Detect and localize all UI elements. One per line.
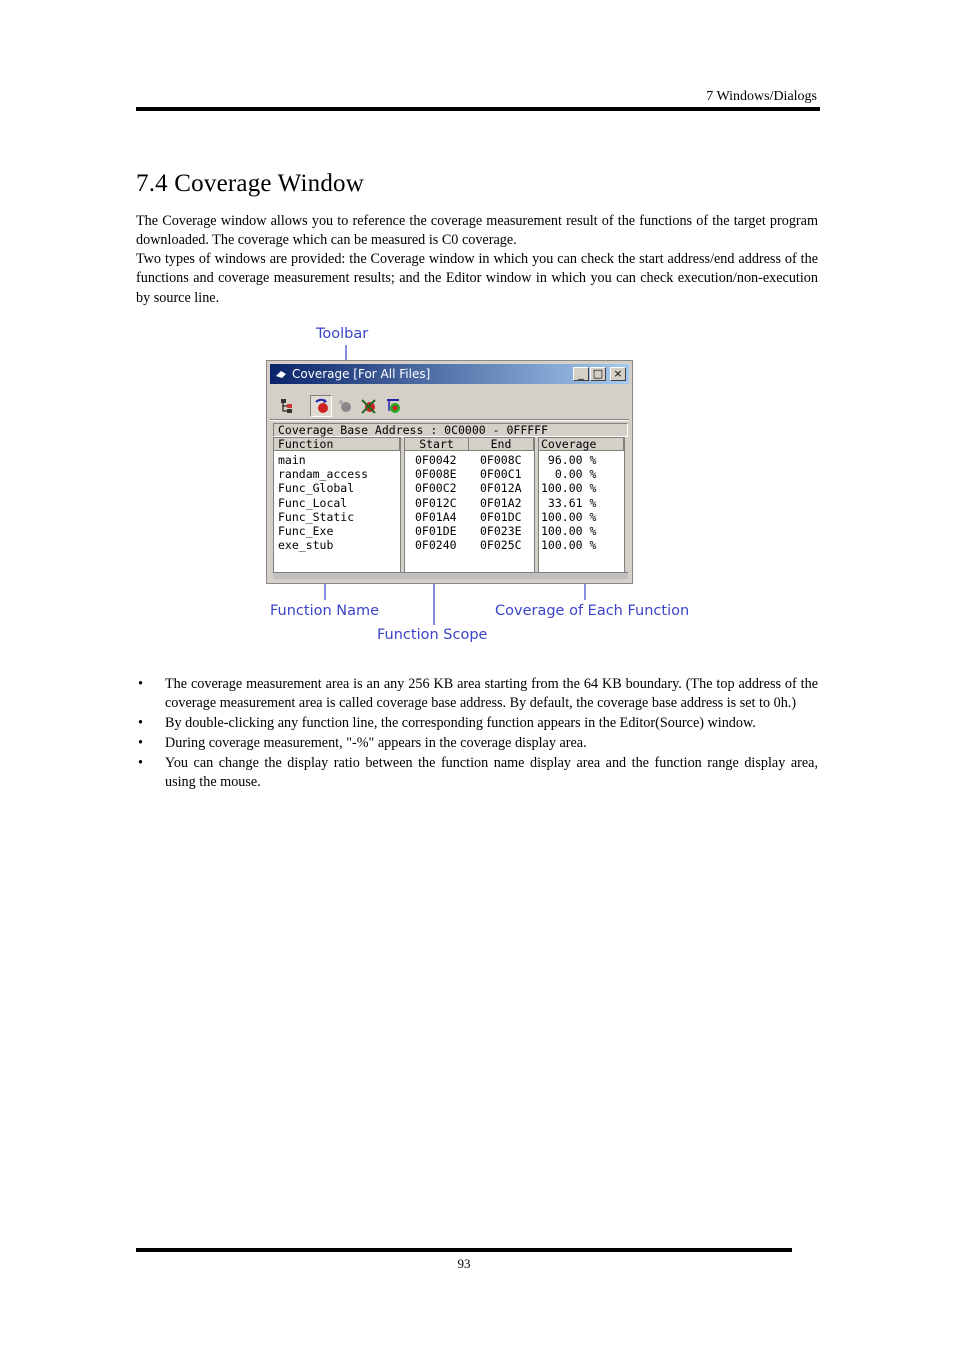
bullet-marker: •: [138, 754, 143, 771]
refresh-coverage-tool-icon[interactable]: [310, 395, 332, 417]
tree-view-tool-icon[interactable]: [277, 395, 299, 417]
list-item: • You can change the display ratio between the function name display area and the function range display area, using the mouse.: [138, 754, 818, 790]
close-button[interactable]: ×: [610, 367, 626, 381]
table-row-end[interactable]: 0F008C: [480, 453, 522, 467]
table-row-end[interactable]: 0F01DC: [480, 509, 522, 524]
bullet-marker: •: [138, 734, 143, 751]
horizontal-scrollbar[interactable]: [273, 572, 628, 579]
column-header-end[interactable]: End: [469, 438, 534, 451]
table-row-start[interactable]: 0F01DE: [415, 524, 457, 538]
toolbar-separator: [270, 419, 629, 421]
callout-toolbar: Toolbar: [316, 326, 369, 342]
window-titlebar: [270, 364, 629, 384]
gray-ball-tool-icon[interactable]: [334, 395, 356, 417]
callout-function-name: Function Name: [270, 603, 380, 619]
coverage-app-icon: [275, 368, 287, 380]
table-row-start[interactable]: 0F00C2: [415, 481, 457, 496]
footer-rule: [136, 1248, 792, 1252]
table-row-function[interactable]: Func_Exe: [278, 524, 334, 538]
intro-paragraph-2: Two types of windows are provided: the Coverage window in which you can check the start address/end address of the functions and coverage measurement results; and the Editor window in which you can check execution/non-execution by source line.: [136, 251, 818, 306]
list-item: • The coverage measurement area is an any 256 KB area starting from the 64 KB boundary. (The top address of the coverage measurement area is called coverage base address. By default, the coverage base address is set to 0h.): [138, 676, 818, 712]
table-row-start[interactable]: 0F008E: [415, 467, 457, 482]
table-row-start[interactable]: 0F01A4: [415, 509, 457, 524]
column-header-start[interactable]: Start: [405, 438, 469, 451]
coverage-pane[interactable]: [538, 437, 625, 573]
table-row-coverage[interactable]: 100.00 %: [541, 524, 597, 538]
bullet-marker: •: [138, 676, 143, 692]
notes-list: [136, 675, 818, 793]
table-row-coverage[interactable]: 100.00 %: [541, 481, 597, 496]
function-name-pane[interactable]: [273, 437, 401, 573]
table-row-function[interactable]: exe_stub: [278, 538, 334, 553]
table-row-function[interactable]: Func_Static: [278, 509, 355, 524]
window-title: Coverage [For All Files]: [292, 367, 431, 381]
callout-function-scope: Function Scope: [377, 627, 488, 643]
table-row-function[interactable]: randam_access: [278, 467, 369, 482]
table-row-coverage[interactable]: 100.00 %: [541, 509, 597, 524]
maximize-button[interactable]: □: [590, 367, 606, 381]
table-row-start[interactable]: 0F012C: [415, 495, 457, 510]
load-coverage-tool-icon[interactable]: [382, 395, 404, 417]
table-row-start[interactable]: 0F0042: [415, 453, 457, 467]
table-row-end[interactable]: 0F01A2: [480, 495, 522, 510]
intro-paragraph-1: The Coverage window allows you to reference the coverage measurement result of the functions of the target program downloaded. The coverage which can be measured is C0 coverage.: [136, 213, 818, 249]
running-header: 7 Windows/Dialogs: [706, 89, 817, 104]
bullet-marker: •: [138, 715, 143, 732]
minimize-button[interactable]: _: [573, 367, 589, 381]
column-header-coverage[interactable]: Coverage: [539, 438, 624, 451]
coverage-window: [266, 360, 633, 584]
table-row-end[interactable]: 0F012A: [480, 481, 522, 496]
table-row-end[interactable]: 0F025C: [480, 538, 522, 553]
list-item: • By double-clicking any function line, the corresponding function appears in the Editor(Source) window.: [136, 714, 818, 733]
table-row-coverage[interactable]: 100.00 %: [541, 538, 597, 553]
table-row-coverage[interactable]: 33.61 %: [541, 495, 597, 510]
table-row-coverage[interactable]: 96.00 %: [541, 453, 597, 467]
function-scope-pane[interactable]: [404, 437, 535, 573]
table-row-end[interactable]: 0F023E: [480, 524, 522, 538]
column-header-function[interactable]: Function: [274, 438, 400, 451]
list-item: • During coverage measurement, "-%" appears in the coverage display area.: [136, 734, 818, 753]
section-title: 7.4 Coverage Window: [136, 170, 364, 197]
header-rule: [136, 107, 820, 111]
coverage-base-address: Coverage Base Address : 0C0000 - 0FFFFF: [273, 423, 628, 437]
table-row-function[interactable]: main: [278, 453, 306, 467]
table-row-start[interactable]: 0F0240: [415, 538, 457, 553]
page-number: 93: [457, 1256, 471, 1271]
table-row-coverage[interactable]: 0.00 %: [541, 467, 597, 482]
table-row-function[interactable]: Func_Global: [278, 481, 355, 496]
table-row-end[interactable]: 0F00C1: [480, 467, 522, 482]
table-row-function[interactable]: Func_Local: [278, 495, 348, 510]
toolbar: [270, 389, 629, 419]
clear-coverage-tool-icon[interactable]: [358, 395, 380, 417]
callout-coverage-each-function: Coverage of Each Function: [495, 603, 690, 619]
